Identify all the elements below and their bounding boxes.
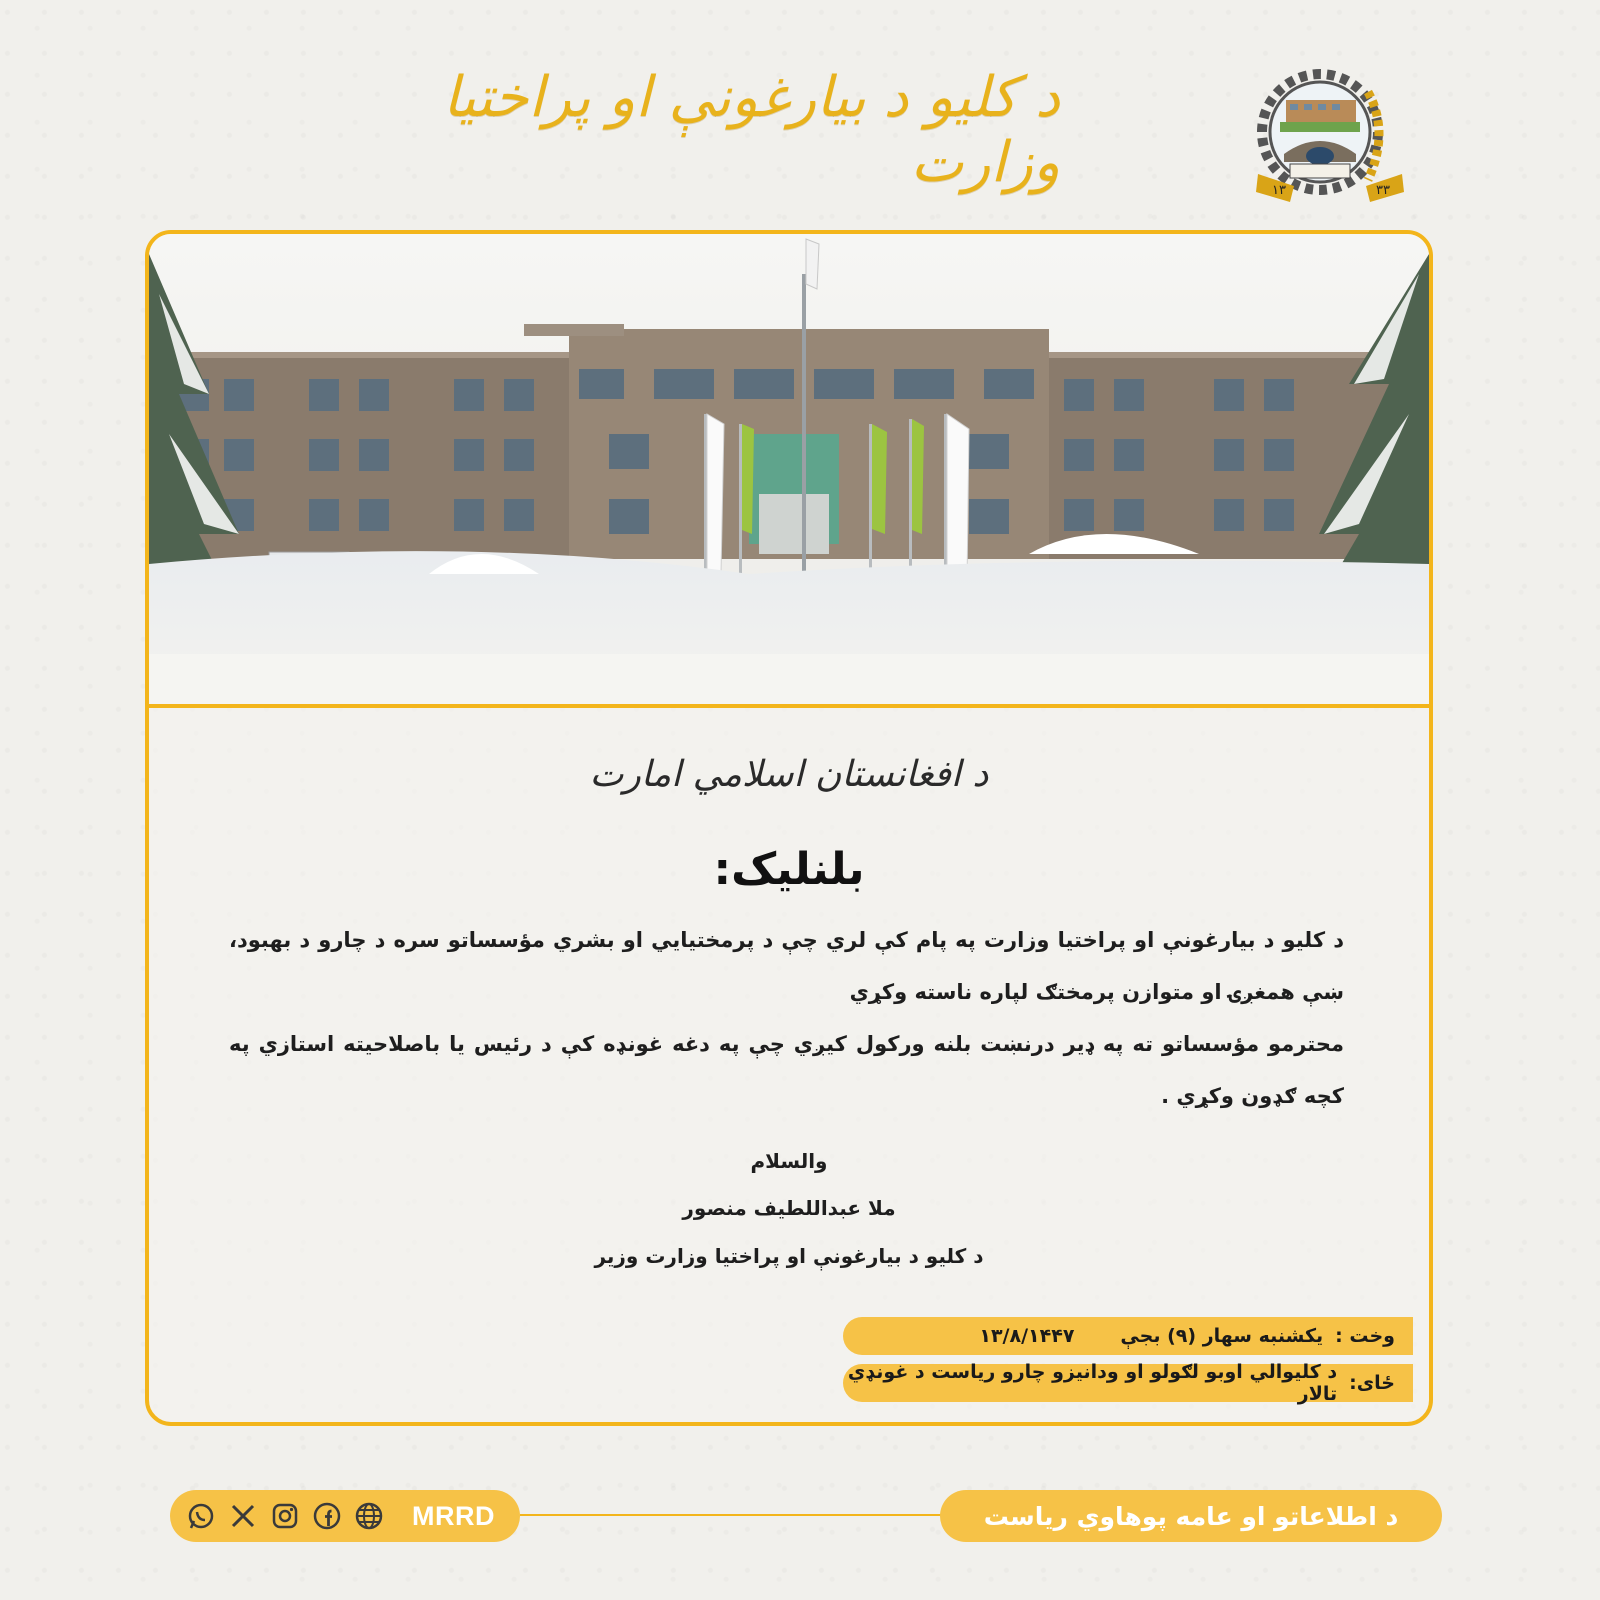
ministry-emblem — [1250, 62, 1410, 212]
ministry-title: د کلیو د بیارغونې او پراختیا وزارت — [442, 65, 1060, 195]
instagram-icon[interactable] — [268, 1499, 302, 1533]
signer-name: ملا عبداللطیف منصور — [682, 1196, 896, 1220]
notice-paragraph: محترمو مؤسساتو ته په ډیر درنښت بلنه ورکول کیږي چې په دغه غونډه کې د رئیس یا باصلاحیته استازي په کچه ګډون وکړي . — [229, 1032, 1344, 1108]
closing-text: والسلام — [750, 1149, 828, 1173]
place-value: د کلیوالي اوبو لګولو او ودانیزو چارو ریاست د غونډي تالار — [847, 1361, 1338, 1405]
social-links-bar — [170, 1490, 520, 1542]
invitation-card — [145, 230, 1433, 1426]
date-value: ۱۳/۸/۱۴۴۷ — [979, 1325, 1075, 1347]
place-row — [843, 1361, 1413, 1405]
notice-title: بلنلیک: — [713, 844, 865, 895]
notice-paragraph: د کلیو د بیارغونې او پراختیا وزارت په پام کې لري چې د پرمختیایي او بشري مؤسساتو سره د چارو د بهبود، ښې همغږۍ او متوازن پرمختګ لپاره ناسته وکړي — [229, 928, 1344, 1004]
department-label: د اطلاعاتو او عامه پوهاوي ریاست — [940, 1490, 1442, 1542]
notice-body — [229, 914, 1344, 1122]
whatsapp-icon[interactable] — [184, 1499, 218, 1533]
x-icon[interactable] — [226, 1499, 260, 1533]
signer-title: د کلیو د بیارغونې او پراختیا وزارت وزیر — [594, 1244, 984, 1268]
footer-divider — [520, 1514, 945, 1516]
ministry-building-photo — [149, 234, 1429, 704]
globe-icon[interactable] — [352, 1499, 386, 1533]
brand-label: MRRD — [412, 1500, 495, 1531]
time-row — [843, 1317, 1413, 1355]
facebook-icon[interactable] — [310, 1499, 344, 1533]
place-label: ځای: — [1349, 1372, 1395, 1394]
emblem-number-left: ۱۳ — [1272, 183, 1286, 198]
time-value: یکشنبه سهار (۹) بجې — [1120, 1325, 1324, 1347]
time-label: وخت : — [1335, 1325, 1395, 1347]
photo-divider — [149, 704, 1429, 708]
emblem-number-right: ۳۳ — [1376, 183, 1390, 198]
emirate-title: د افغانستان اسلامي امارت — [589, 754, 989, 795]
